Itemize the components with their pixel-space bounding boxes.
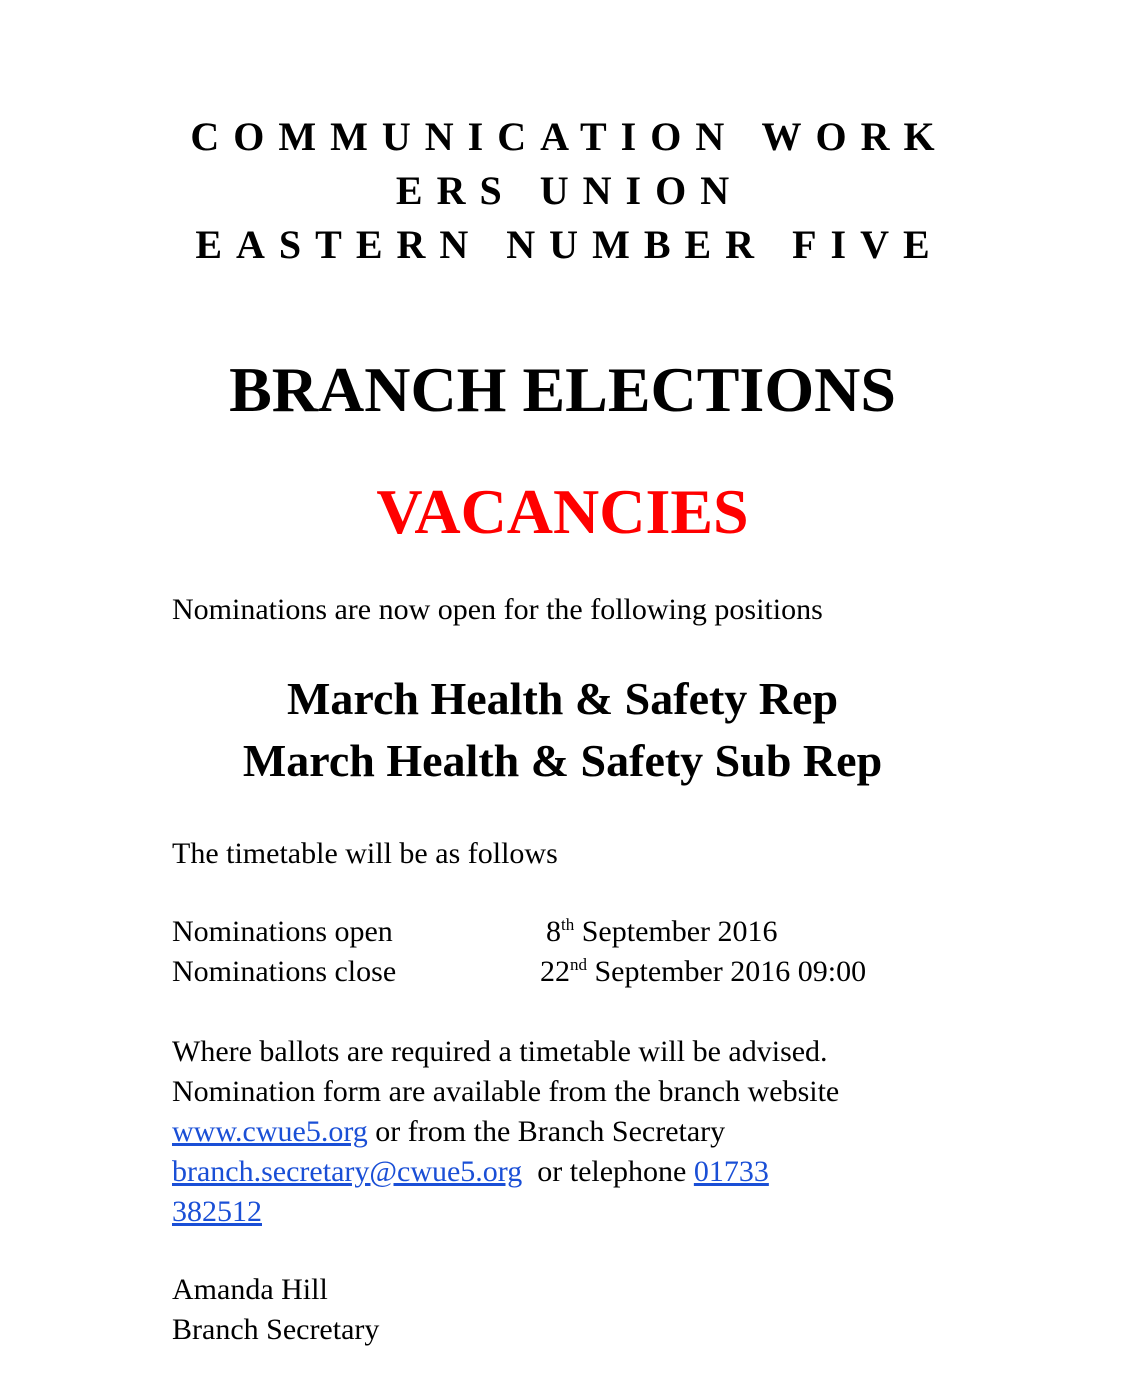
info-paragraph — [172, 1032, 839, 1232]
info-line-4-mid: or telephone — [522, 1155, 694, 1188]
email-link[interactable]: branch.secretary@cwue5.org — [172, 1155, 523, 1188]
nominations-open-date — [540, 912, 778, 952]
website-link[interactable]: www.cwue5.org — [172, 1115, 368, 1148]
info-line-3 — [172, 1112, 839, 1152]
close-date-rest: September 2016 09:00 — [587, 955, 867, 988]
open-date-rest: September 2016 — [574, 915, 778, 948]
signoff-role: Branch Secretary — [172, 1313, 380, 1346]
open-day-suffix: th — [561, 915, 575, 934]
page-title: BRANCH ELECTIONS — [229, 354, 896, 425]
timetable-row-close — [172, 952, 866, 992]
phone-link-part-1[interactable]: 01733 — [693, 1155, 769, 1188]
union-name-line-1: COMMUNICATION WORK — [190, 114, 949, 159]
timetable — [172, 912, 866, 992]
open-day: 8 — [546, 915, 561, 948]
info-line-5 — [172, 1192, 839, 1232]
timetable-row-open — [172, 912, 866, 952]
signoff-name: Amanda Hill — [172, 1273, 328, 1306]
info-line-2: Nomination form are available from the branch website — [172, 1075, 840, 1108]
nominations-close-label: Nominations close — [172, 955, 397, 988]
position-item: March Health & Safety Sub Rep — [242, 735, 883, 786]
close-day-suffix: nd — [570, 955, 587, 974]
position-item: March Health & Safety Rep — [286, 673, 839, 724]
union-name-line-2: ERS UNION — [395, 168, 744, 213]
nominations-close-date — [540, 952, 866, 992]
union-name-header — [0, 110, 1125, 272]
info-line-1: Where ballots are required a timetable will be advised. — [172, 1035, 828, 1068]
signoff — [172, 1270, 379, 1350]
nominations-open-label: Nominations open — [172, 915, 393, 948]
positions-list — [0, 668, 1125, 792]
phone-link-part-2[interactable]: 382512 — [172, 1195, 262, 1228]
timetable-intro-text: The timetable will be as follows — [172, 837, 558, 870]
info-line-3-rest: or from the Branch Secretary — [367, 1115, 726, 1148]
info-line-4 — [172, 1152, 839, 1192]
intro-text: Nominations are now open for the following positions — [172, 593, 823, 626]
close-day: 22 — [540, 955, 570, 988]
vacancies-heading: VACANCIES — [376, 476, 749, 547]
union-name-line-3: EASTERN NUMBER FIVE — [195, 222, 944, 267]
